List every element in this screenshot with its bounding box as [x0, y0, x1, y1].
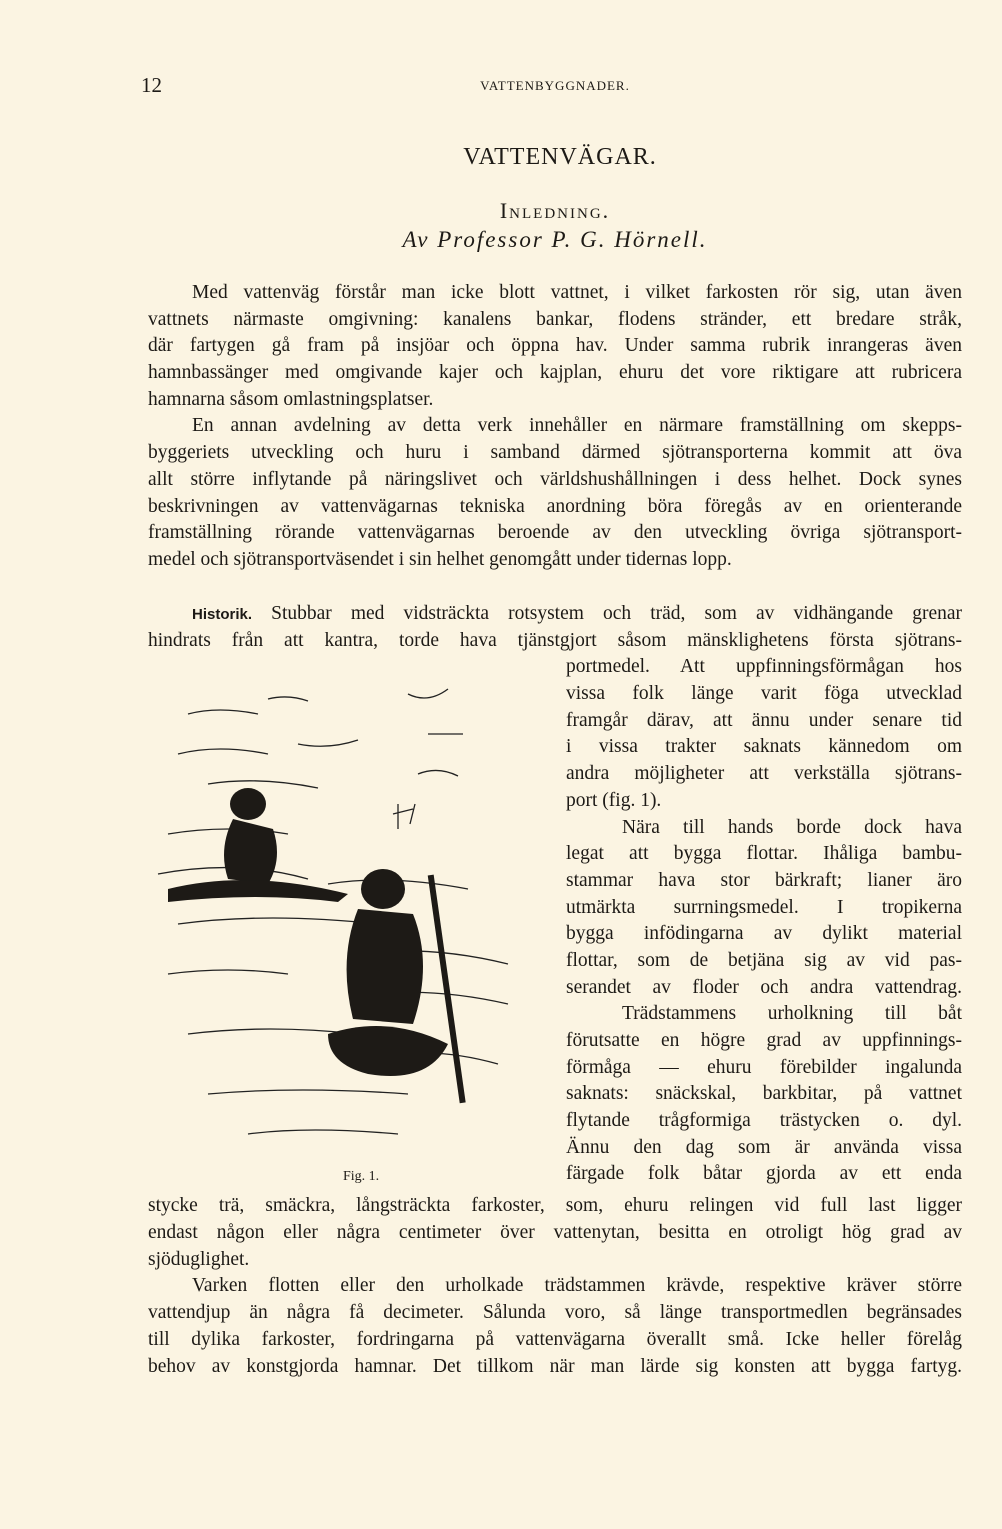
author-byline: Av Professor P. G. Hörnell.: [402, 227, 708, 252]
text-line: hamnarna såsom omlastningsplatser.: [148, 388, 434, 410]
text-line: vissa folk länge varit föga utvecklad: [566, 683, 962, 705]
chapter-title: VATTENVÄGAR.: [463, 144, 657, 170]
text-line: stycke trä, smäckra, långsträckta farkoster, som, ehuru relingen vid full last ligger: [148, 1195, 962, 1217]
figure-caption: Fig. 1.: [343, 1169, 380, 1185]
text-line: förmåga — ehuru förebilder ingalunda: [566, 1056, 962, 1078]
text-line: [148, 601, 962, 628]
text-line: endast någon eller några centimeter över vattenytan, besitta en otroligt hög grad av: [148, 1222, 962, 1244]
text-line: behov av konstgjorda hamnar. Det tillkom när man lärde sig konsten att bygga fartyg.: [148, 1355, 962, 1377]
text-line: bygga infödingarna av dylikt material: [566, 923, 962, 945]
text-line: saknats: snäckskal, barkbitar, på vattnet: [566, 1083, 962, 1105]
text-line: medel och sjötransportväsendet i sin helhet genomgått under tidernas lopp.: [148, 548, 732, 570]
text-line: stammar hava stor bärkraft; lianer äro: [566, 869, 962, 891]
text-line: vattnets närmaste omgivning: kanalens bankar, flodens stränder, ett bredare stråk,: [148, 308, 962, 330]
text-line: byggeriets utveckling och huru i samband därmed sjötransporterna kommit att öva: [148, 442, 962, 464]
historik-section: [148, 601, 962, 1380]
text-line: Ännu den dag som är använda vissa: [566, 1136, 962, 1158]
text-line: framgår därav, att ännu under senare tid: [566, 709, 962, 731]
text-line: vattendjup än några få decimeter. Sålunda voro, så länge transportmedlen begränsades: [148, 1302, 962, 1324]
text-line: Trädstammens urholkning till båt: [622, 1003, 962, 1025]
text-line: sjöduglighet.: [148, 1248, 250, 1270]
text-line: legat att bygga flottar. Ihåliga bambu-: [566, 843, 962, 865]
text-line: allt större inflytande på näringslivet och världshushållningen i dess helhet. Dock synes: [148, 468, 962, 490]
text-line: portmedel. Att uppfinningsförmågan hos: [566, 656, 962, 678]
line-text: Stubbar med vidsträckta rotsystem och träd, som av vidhängande grenar: [271, 603, 963, 624]
text-line: andra möjligheter att verkställa sjötrans-: [566, 763, 962, 785]
text-line: Med vattenväg förstår man icke blott vattnet, i vilket farkosten rör sig, utan även: [192, 282, 962, 303]
text-line: flytande trågformiga trästycken o. dyl.: [566, 1110, 962, 1132]
text-line: hindrats från att kantra, torde hava tjänstgjort såsom mänsklighetens första sjötrans-: [148, 629, 962, 651]
text-line: Nära till hands borde dock hava: [622, 816, 962, 838]
text-line: port (fig. 1).: [566, 789, 662, 811]
wrap-column-text: [566, 654, 962, 1193]
historik-bottom-text: [148, 1193, 962, 1380]
intro-text: [148, 280, 962, 574]
text-line: där fartygen gå fram på insjöar och öppna hav. Under samma rubrik inrangeras även: [148, 335, 962, 357]
figure-1: [148, 654, 566, 1193]
text-line: En annan avdelning av detta verk innehåller en närmare framställning om skepps-: [192, 415, 962, 437]
page-number: 12: [141, 73, 162, 97]
text-line: serandet av floder och andra vattendrag.: [566, 976, 962, 998]
illustration-raft-paddlers: [148, 654, 566, 1188]
text-line: Varken flotten eller den urholkade trädstammen krävde, respektive kräver större: [192, 1275, 962, 1297]
text-line: flottar, som de betjäna sig av vid pas-: [566, 949, 962, 971]
text-line: hamnbassänger med omgivande kajer och kajplan, ehuru det vore riktigare att rubricera: [148, 362, 962, 384]
text-line: färgade folk båtar gjorda av ett enda: [566, 1163, 962, 1185]
text-line: till dylika farkoster, fordringarna på vattenvägarna överallt små. Icke heller förelåg: [148, 1328, 962, 1350]
text-line: i vissa trakter saknats kännedom om: [566, 736, 962, 758]
running-header: VATTENBYGGNADER.: [480, 78, 630, 93]
historik-label: Historik.: [192, 606, 253, 623]
section-heading: Inledning.: [499, 198, 611, 223]
text-line: utmärkta surrningsmedel. I tropikerna: [566, 896, 962, 918]
text-line: förutsatte en högre grad av uppfinnings-: [566, 1030, 962, 1051]
text-line: beskrivningen av vattenvägarnas tekniska anordning böra föregås av en orienterande: [148, 495, 962, 517]
text-line: framställning rörande vattenvägarnas beroende av den utveckling övriga sjötransport-: [148, 522, 962, 544]
